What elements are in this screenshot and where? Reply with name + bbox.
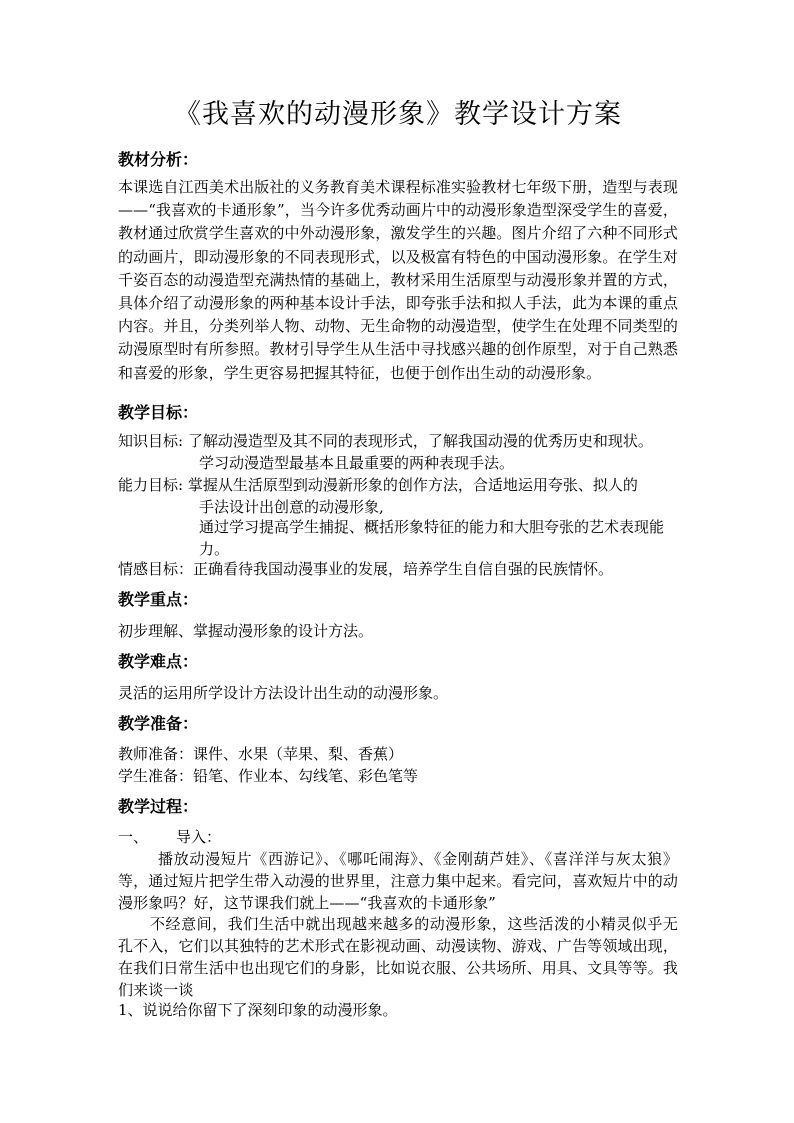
key-points-heading: 教学重点： <box>118 590 199 609</box>
emotion-goal: 情感目标：正确看待我国动漫事业的发展，培养学生自信自强的民族情怀。 <box>118 560 614 578</box>
ability-goal: 能力目标: 掌握从生活原型到动漫新形象的创作方法，合适地运用夸张、拟人的 <box>118 476 638 494</box>
step-number: 一、 <box>118 828 149 846</box>
preparation-heading: 教学准备： <box>118 714 199 733</box>
ability-goal-cont-2: 通过学习提高学生捕捉、概括形象特征的能力和大胆夸张的艺术表现能力。 <box>199 518 665 558</box>
process-heading: 教学过程： <box>118 797 199 816</box>
goals-heading: 教学目标： <box>118 403 199 422</box>
process-paragraph-2: 不经意间，我们生活中就出现越来越多的动漫形象，这些活泼的小精灵似乎无孔不入，它们以其独特的艺术形式在影视动画、动漫读物、游戏、广告等领域出现，在我们日常生活中也出现它们的身影，比如说衣服、公共场所、用具、文具等等。我们来谈一谈 <box>118 915 678 999</box>
student-preparation: 学生准备：铅笔、作业本、勾线笔、彩色笔等 <box>118 767 419 785</box>
key-points-text: 初步理解、掌握动漫形象的设计方法。 <box>118 622 374 640</box>
knowledge-goal-cont: 学习动漫造型最基本且最重要的两种表现手法。 <box>199 454 515 472</box>
difficulties-text: 灵活的运用所学设计方法设计出生动的动漫形象。 <box>118 684 449 702</box>
teacher-preparation: 教师准备：课件、水果（苹果、梨、香蕉） <box>118 745 404 763</box>
document-title: 《我喜欢的动漫形象》教学设计方案 <box>174 99 622 130</box>
process-item-1: 1、说说给你留下了深刻印象的动漫形象。 <box>118 1001 398 1019</box>
knowledge-goal: 知识目标: 了解动漫造型及其不同的表现形式，了解我国动漫的优秀历史和现状。 <box>118 432 653 450</box>
step-title: 导入： <box>176 828 222 846</box>
process-paragraph-1: 播放动漫短片《西游记》、《哪吒闹海》、《金刚葫芦娃》、《喜洋洋与灰太狼》等，通过短片把学生带入动漫的世界里，注意力集中起来。看完问，喜欢短片中的动漫形象吗？好，这节课我们就上——“我喜欢的卡通形象” <box>118 850 678 912</box>
difficulties-heading: 教学难点： <box>118 652 199 671</box>
analysis-heading: 教材分析： <box>118 150 199 169</box>
analysis-text: 本课选自江西美术出版社的义务教育美术课程标准实验教材七年级下册，造型与表现——“我喜欢的卡通形象”，当今许多优秀动画片中的动漫形象造型深受学生的喜爱，教材通过欣赏学生喜欢的中外动漫形象，激发学生的兴趣。图片介绍了六种不同形式的动画片，即动漫形象的不同表现形式，以及极富有特色的中国动漫形象。在学生对千姿百态的动漫造型充满热情的基础上，教材采用生活原型与动漫形象并置的方式，具体介绍了动漫形象的两种基本设计手法，即夸张手法和拟人手法，此为本课的重点内容。并且，分类列举人物、动物、无生命物的动漫造型，使学生在处理不同类型的动漫原型时有所参照。教材引导学生从生活中寻找感兴趣的创作原型，对于自己熟悉和喜爱的形象，学生更容易把握其特征，也便于创作出生动的动漫形象。 <box>118 178 678 382</box>
ability-goal-cont: 手法设计出创意的动漫形象, <box>199 498 384 516</box>
